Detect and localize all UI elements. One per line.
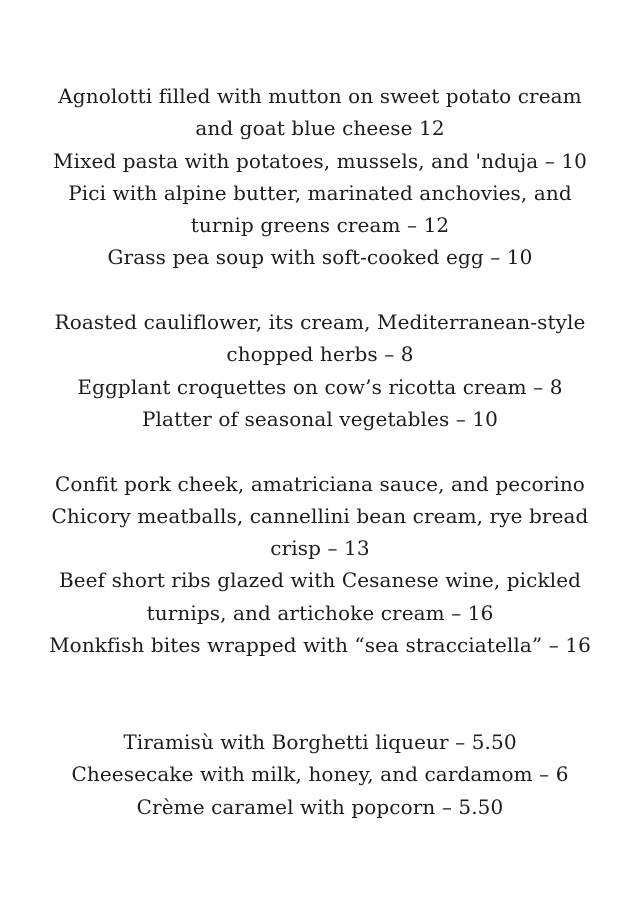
dish-creme-caramel: Crème caramel with popcorn – 5.50 [136, 794, 504, 819]
dish-monkfish-bites: Monkfish bites wrapped with “sea stracciatella” – 16 [49, 633, 591, 658]
dish-chicory-meatballs: Chicory meatballs, cannellini bean cream, rye bread crisp – 13 [51, 503, 589, 561]
dish-pici: Pici with alpine butter, marinated anchovies, and turnip greens cream – 12 [68, 180, 572, 238]
dish-grass-pea-soup: Grass pea soup with soft-cooked egg – 10 [107, 245, 533, 270]
dish-agnolotti: Agnolotti filled with mutton on sweet potato cream and goat blue cheese 12 [58, 84, 582, 141]
dish-pork-cheek: Confit pork cheek, amatriciana sauce, and pecorino [55, 471, 585, 496]
menu-page [0, 80, 640, 823]
menu-section-mains [0, 468, 640, 662]
dish-seasonal-vegetables: Platter of seasonal vegetables – 10 [142, 406, 498, 431]
dish-eggplant-croquettes: Eggplant croquettes on cow’s ricotta cream – 8 [77, 374, 563, 399]
menu-section-pasta [0, 80, 640, 274]
menu-section-desserts [0, 726, 640, 823]
dish-mixed-pasta: Mixed pasta with potatoes, mussels, and 'nduja – 10 [53, 148, 587, 173]
dish-cheesecake: Cheesecake with milk, honey, and cardamom – 6 [71, 762, 569, 787]
dish-tiramisu: Tiramisù with Borghetti liqueur – 5.50 [123, 729, 517, 754]
dish-beef-short-ribs: Beef short ribs glazed with Cesanese wine, pickled turnips, and artichoke cream – 16 [58, 568, 582, 625]
menu-section-vegetables [0, 306, 640, 435]
dish-roasted-cauliflower: Roasted cauliflower, its cream, Mediterranean-style chopped herbs – 8 [54, 310, 586, 367]
